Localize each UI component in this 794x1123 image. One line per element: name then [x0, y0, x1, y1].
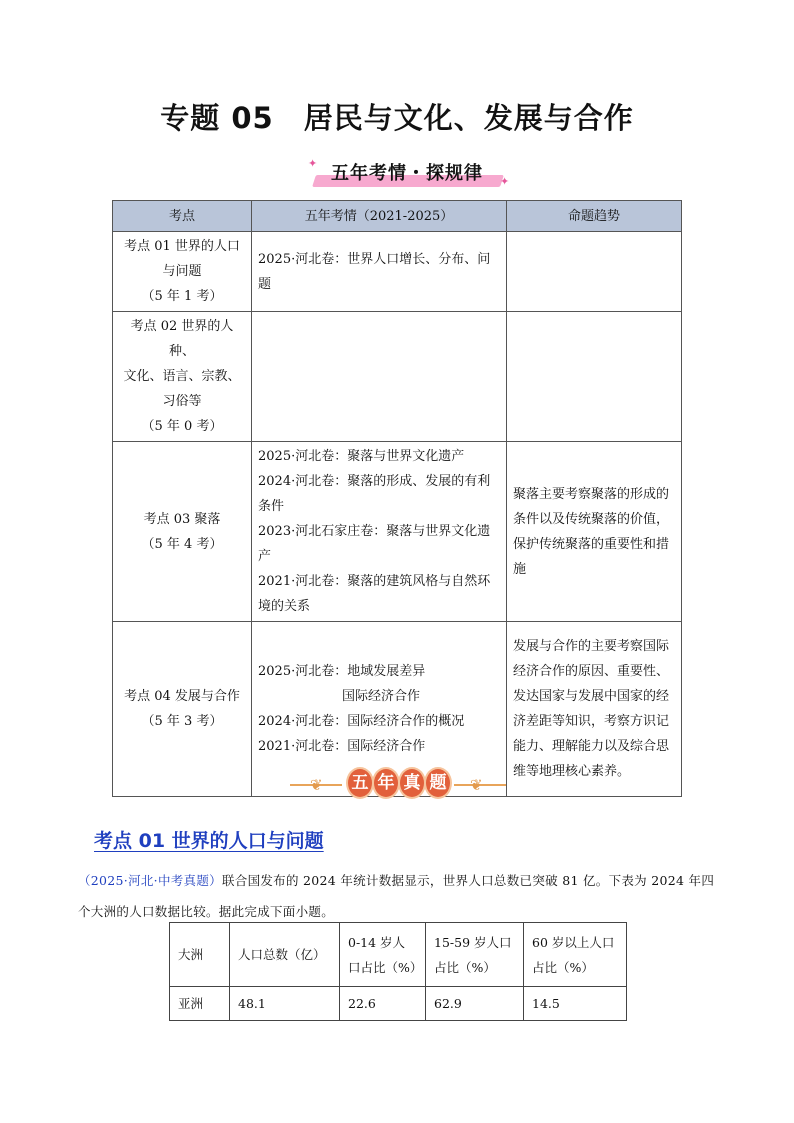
topic-cell: 考点 03 聚落 （5 年 4 考） — [113, 442, 252, 622]
page-title: 专题 05 居民与文化、发展与合作 — [160, 101, 634, 135]
table-cell: 62.9 — [426, 987, 524, 1021]
trend-cell — [507, 232, 682, 312]
table-header: 考点 — [113, 201, 252, 232]
zhenti-chars: 五 年 真 题 — [348, 769, 450, 797]
table-header: 五年考情（2021-2025） — [252, 201, 507, 232]
trend-cell: 聚落主要考察聚落的形成的条件以及传统聚落的价值，保护传统聚落的重要性和措施 — [507, 442, 682, 622]
ornament-icon: ❦ — [470, 776, 483, 794]
table-cell: 14.5 — [524, 987, 627, 1021]
sparkle-icon: ✦ — [308, 157, 318, 170]
question-source: （2025·河北·中考真题） — [78, 873, 222, 888]
table-row — [113, 442, 682, 622]
sparkle-icon: ✦ — [500, 175, 510, 188]
section-banner-text: 五年考情・探规律 — [331, 163, 483, 184]
zhenti-banner — [290, 767, 506, 803]
exams-cell — [252, 312, 507, 442]
table-header: 命题趋势 — [507, 201, 682, 232]
table-row — [170, 923, 627, 987]
exams-cell: 2025·河北卷：聚落与世界文化遗产 2024·河北卷：聚落的形成、发展的有利条件 2023·河北石家庄卷：聚落与世界文化遗产 2021·河北卷：聚落的建筑风格与自然环境的关系 — [252, 442, 507, 622]
question-intro — [78, 865, 724, 927]
table-row — [170, 987, 627, 1021]
ornament-icon: ❦ — [310, 776, 323, 794]
topic-cell: 考点 04 发展与合作 （5 年 3 考） — [113, 622, 252, 797]
table-cell: 亚洲 — [170, 987, 230, 1021]
topic-cell: 考点 01 世界的人口 与问题 （5 年 1 考） — [113, 232, 252, 312]
overview-table — [112, 200, 682, 797]
exams-cell: 2025·河北卷：世界人口增长、分布、问题 — [252, 232, 507, 312]
table-header: 15-59 岁人口占比（%） — [426, 923, 524, 987]
table-row — [113, 312, 682, 442]
population-table — [169, 922, 627, 1021]
kaodian-title: 考点 01 世界的人口与问题 — [94, 830, 324, 852]
question-text: 联合国发布的 2024 年统计数据显示，世界人口总数已突破 81 亿。下表为 2024 年四个大洲的人口数据比较。据此完成下面小题。 — [78, 873, 715, 919]
topic-cell: 考点 02 世界的人种、 文化、语言、宗教、 习俗等 （5 年 0 考） — [113, 312, 252, 442]
table-header: 人口总数（亿） — [230, 923, 340, 987]
exams-cell: 2025·河北卷：地域发展差异 国际经济合作 2024·河北卷：国际经济合作的概况 2021·河北卷：国际经济合作 — [252, 622, 507, 797]
trend-cell — [507, 312, 682, 442]
table-cell: 22.6 — [340, 987, 426, 1021]
table-cell: 48.1 — [230, 987, 340, 1021]
table-header: 大洲 — [170, 923, 230, 987]
table-header: 0-14 岁人口占比（%） — [340, 923, 426, 987]
section-banner — [292, 153, 522, 193]
trend-cell: 发展与合作的主要考察国际经济合作的原因、重要性、发达国家与发展中国家的经济差距等知识，考察方识记能力、理解能力以及综合思维等地理核心素养。 — [507, 622, 682, 797]
table-header: 60 岁以上人口占比（%） — [524, 923, 627, 987]
table-row — [113, 232, 682, 312]
